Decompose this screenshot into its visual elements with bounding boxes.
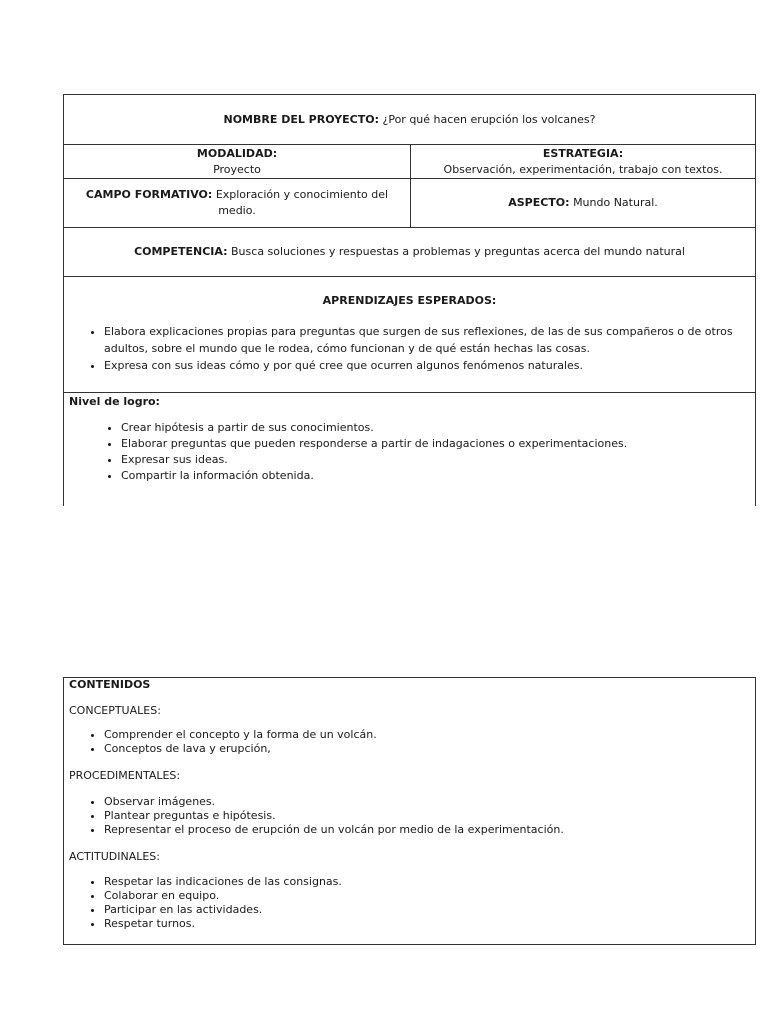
aspecto-value: Mundo Natural. <box>573 196 658 209</box>
modalidad-label: MODALIDAD: <box>196 146 278 160</box>
project-name-cell <box>64 95 755 144</box>
estrategia-cell <box>411 145 755 178</box>
project-name-value: ¿Por qué hacen erupción los volcanes? <box>382 112 596 126</box>
procedimentales-label: PROCEDIMENTALES: <box>69 769 181 782</box>
contenidos-title: CONTENIDOS <box>69 678 151 691</box>
aprendizaje-item: • Expresa con sus ideas cómo y por qué cree que ocurren algunos fenómenos naturales. <box>104 357 734 374</box>
estrategia-value: Observación, experimentación, trabajo con textos. <box>443 162 723 176</box>
nivel-logro-list <box>81 420 627 484</box>
aprendizaje-item: • Elabora explicaciones propias para preguntas que surgen de sus reflexiones, de las de sus compañeros o de otros adultos, sobre el mundo que le rodea, cómo funcionan y de qué están hechas las cosas. <box>104 323 734 357</box>
actitudinal-item: • Respetar las indicaciones de las consignas. <box>104 875 342 889</box>
nivel-logro-item: • Elaborar preguntas que pueden responderse a partir de indagaciones o experimentaciones. <box>121 436 627 452</box>
actitudinales-label: ACTITUDINALES: <box>69 850 160 863</box>
aprendizajes-label: APRENDIZAJES ESPERADOS: <box>322 294 497 307</box>
campo-value-line1: Exploración y conocimiento del <box>215 188 389 201</box>
aprendizajes-row <box>64 277 755 393</box>
actitudinal-item: • Colaborar en equipo. <box>104 889 342 903</box>
aspecto-cell <box>411 179 755 227</box>
conceptuales-label: CONCEPTUALES: <box>69 704 161 717</box>
project-name-label: NOMBRE DEL PROYECTO: <box>223 112 379 126</box>
conceptual-item: • Comprender el concepto y la forma de un volcán. <box>104 728 377 742</box>
campo-value-line2: medio. <box>218 204 256 217</box>
campo-label: CAMPO FORMATIVO: <box>85 188 213 201</box>
campo-cell <box>64 179 411 227</box>
conceptuales-list <box>64 728 377 756</box>
nivel-logro-label: Nivel de logro: <box>69 395 160 408</box>
actitudinal-item: • Respetar turnos. <box>104 917 342 931</box>
contenidos-table <box>63 677 756 945</box>
project-name-row <box>64 95 755 145</box>
competencia-cell <box>64 228 755 276</box>
estrategia-label: ESTRATEGIA: <box>542 146 624 160</box>
actitudinales-list <box>64 875 342 931</box>
procedimentales-list <box>64 795 564 837</box>
nivel-logro-item: • Expresar sus ideas. <box>121 452 627 468</box>
nivel-logro-item: • Crear hipótesis a partir de sus conocimientos. <box>121 420 627 436</box>
procedimental-item: • Observar imágenes. <box>104 795 564 809</box>
aprendizajes-list <box>64 323 734 374</box>
modalidad-value: Proyecto <box>213 162 261 176</box>
competencia-label: COMPETENCIA: <box>134 245 228 258</box>
project-table <box>63 94 756 506</box>
competencia-row <box>64 228 755 277</box>
modalidad-row <box>64 145 755 179</box>
procedimental-item: • Representar el proceso de erupción de un volcán por medio de la experimentación. <box>104 823 564 837</box>
actitudinal-item: • Participar en las actividades. <box>104 903 342 917</box>
campo-row <box>64 179 755 228</box>
nivel-logro-section <box>64 393 755 507</box>
nivel-logro-item: • Compartir la información obtenida. <box>121 468 627 484</box>
aspecto-label: ASPECTO: <box>508 196 570 209</box>
modalidad-cell <box>64 145 411 178</box>
procedimental-item: • Plantear preguntas e hipótesis. <box>104 809 564 823</box>
competencia-value: Busca soluciones y respuestas a problemas y preguntas acerca del mundo natural <box>231 245 685 258</box>
conceptual-item: • Conceptos de lava y erupción, <box>104 742 377 756</box>
